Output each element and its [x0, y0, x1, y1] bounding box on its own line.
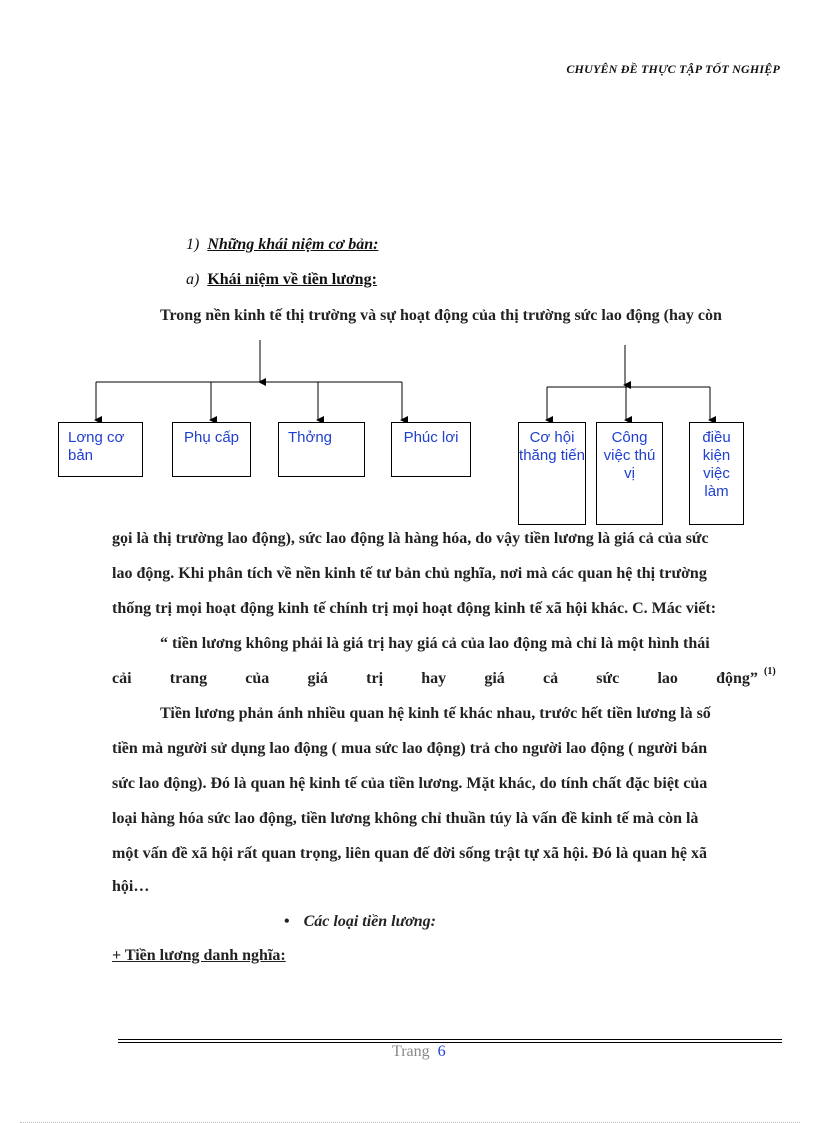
- quote-word: của: [245, 670, 270, 687]
- section-1-title: Những khái niệm cơ bản:: [207, 236, 379, 253]
- quote-line1: “ tiền lương không phải là giá trị hay giá cả của lao động mà chỉ là một hình thái: [160, 635, 710, 652]
- footer-rule-top: [118, 1039, 782, 1040]
- quote-word: trị: [366, 670, 384, 687]
- box-basic-salary: Lơng cơ bản: [58, 422, 143, 477]
- quote-word: giá: [484, 670, 505, 687]
- para2-line5: một vấn đề xã hội rất quan trọng, liên quan đế đời sống trật tự xã hội. Đó là quan hệ xã: [112, 845, 707, 862]
- box-bonus: Thởng: [278, 422, 365, 477]
- quote-word: lao: [657, 670, 678, 687]
- quote-word: hay: [421, 670, 447, 687]
- box-working-conditions: điều kiện việc làm: [689, 422, 744, 525]
- box-promotion: Cơ hội thăng tiến: [518, 422, 586, 525]
- quote-word: trang: [169, 670, 208, 687]
- subheading: + Tiền lương danh nghĩa:: [112, 947, 286, 964]
- section-a-number: a): [186, 271, 200, 288]
- quote-word: cả: [542, 670, 559, 687]
- box-welfare: Phúc lơi: [391, 422, 471, 477]
- intro-line: Trong nền kinh tế thị trường và sự hoạt động của thị trường sức lao động (hay còn: [160, 307, 722, 324]
- para2-line3: sức lao động). Đó là quan hệ kinh tế của tiền lương. Mặt khác, do tính chất đặc biệt của: [112, 775, 708, 792]
- bullet-heading: [284, 913, 436, 931]
- para2-line2: tiền mà người sử dụng lao động ( mua sức lao động) trả cho người lao động ( người bán: [112, 740, 708, 757]
- bullet-text: Các loại tiền lương:: [303, 913, 437, 930]
- page-number: 6: [437, 1043, 446, 1060]
- para2-line6: hội…: [112, 878, 150, 895]
- section-a-title: Khái niệm về tiền lương:: [207, 271, 377, 288]
- box-allowance: Phụ cấp: [172, 422, 251, 477]
- box-interesting-work: Công việc thú vị: [596, 422, 663, 525]
- quote-word: động”: [716, 670, 758, 687]
- page-header: CHUYÊN ĐỀ THỰC TẬP TỐT NGHIỆP: [566, 62, 780, 76]
- quote-line2: [112, 670, 758, 688]
- bullet-icon: •: [284, 913, 290, 930]
- para1-line1: gọi là thị trường lao động), sức lao động là hàng hóa, do vậy tiền lương là giá cả của sức: [112, 530, 709, 547]
- quote-word: cải: [112, 670, 132, 687]
- para1-line3: thống trị mọi hoạt động kinh tế chính trị mọi hoạt động kinh tế xã hội khác. C. Mác viết:: [112, 600, 717, 617]
- para2-line1: Tiền lương phản ánh nhiều quan hệ kinh tế khác nhau, trước hết tiền lương là số: [160, 705, 711, 722]
- quote-word: giá: [307, 670, 328, 687]
- section-1-number: 1): [186, 236, 200, 253]
- footnote-marker: (1): [764, 666, 776, 677]
- footer-rule-bottom: [118, 1042, 782, 1043]
- para2-line4: loại hàng hóa sức lao động, tiền lương không chỉ thuần túy là vấn đề kinh tế mà còn là: [112, 810, 699, 827]
- para1-line2: lao động. Khi phân tích về nền kinh tế tư bản chủ nghĩa, nơi mà các quan hệ thị trường: [112, 565, 707, 582]
- page-footer: [392, 1043, 446, 1061]
- page-label: Trang: [392, 1043, 430, 1060]
- quote-word: sức: [596, 670, 620, 687]
